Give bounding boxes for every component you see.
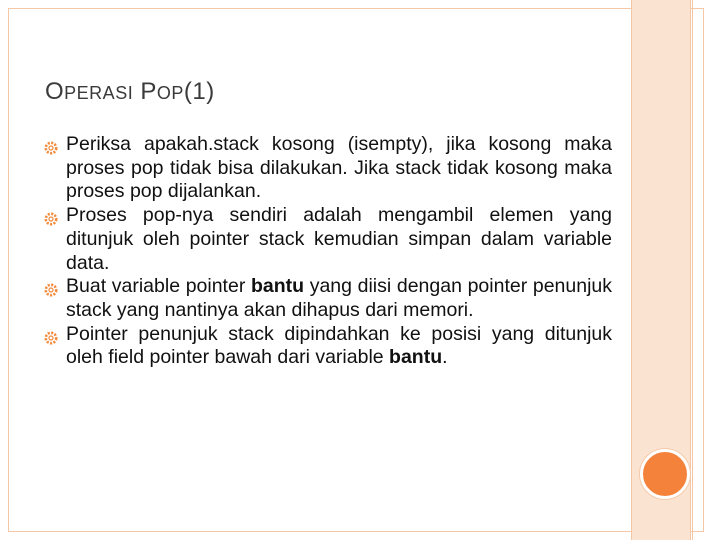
- decorative-side-line: [692, 0, 693, 540]
- bullet-bold-term: bantu: [389, 346, 443, 369]
- bullet-bold-term: bantu: [250, 275, 305, 298]
- bullet-item: [44, 133, 612, 204]
- title-rest-1: PERASI: [64, 83, 134, 103]
- title-suffix: (1): [183, 78, 215, 105]
- title-initial-1: O: [45, 78, 65, 105]
- bullet-text-segment: .: [442, 346, 448, 369]
- slide-title: [45, 78, 215, 106]
- bullet-text: [66, 204, 612, 273]
- title-initial-2: P: [140, 78, 157, 105]
- bullet-text-segment: Pointer penunjuk stack dipindahkan ke posisi yang ditunjuk oleh field pointer bawah dari variable: [66, 322, 612, 369]
- bullet-text-segment: yang diisi dengan pointer penunjuk stack yang nantinya akan dihapus dari memori.: [66, 275, 613, 321]
- gear-flower-icon: [44, 209, 58, 223]
- bullet-text: [66, 275, 612, 321]
- title-rest-2: OP: [156, 83, 184, 103]
- bullet-text-segment: Periksa apakah.stack kosong (isempty), jika kosong maka proses pop tidak bisa dilakukan. Jika stack tidak kosong maka proses pop dijalankan.: [66, 133, 612, 203]
- gear-flower-icon: [44, 280, 58, 294]
- gear-flower-icon: [44, 138, 58, 152]
- bullet-item: [44, 204, 612, 275]
- bullet-text: [66, 323, 612, 369]
- bullet-text: [66, 133, 612, 202]
- bullet-text-segment: Proses pop-nya sendiri adalah mengambil elemen yang ditunjuk oleh pointer stack kemudian simpan dalam variable data.: [66, 204, 612, 274]
- gear-flower-icon: [44, 328, 58, 342]
- bullet-list: [44, 133, 612, 370]
- bullet-item: [44, 323, 612, 370]
- decorative-accent-circle: [640, 449, 690, 499]
- bullet-text-segment: Buat variable pointer: [66, 275, 251, 298]
- bullet-item: [44, 275, 612, 322]
